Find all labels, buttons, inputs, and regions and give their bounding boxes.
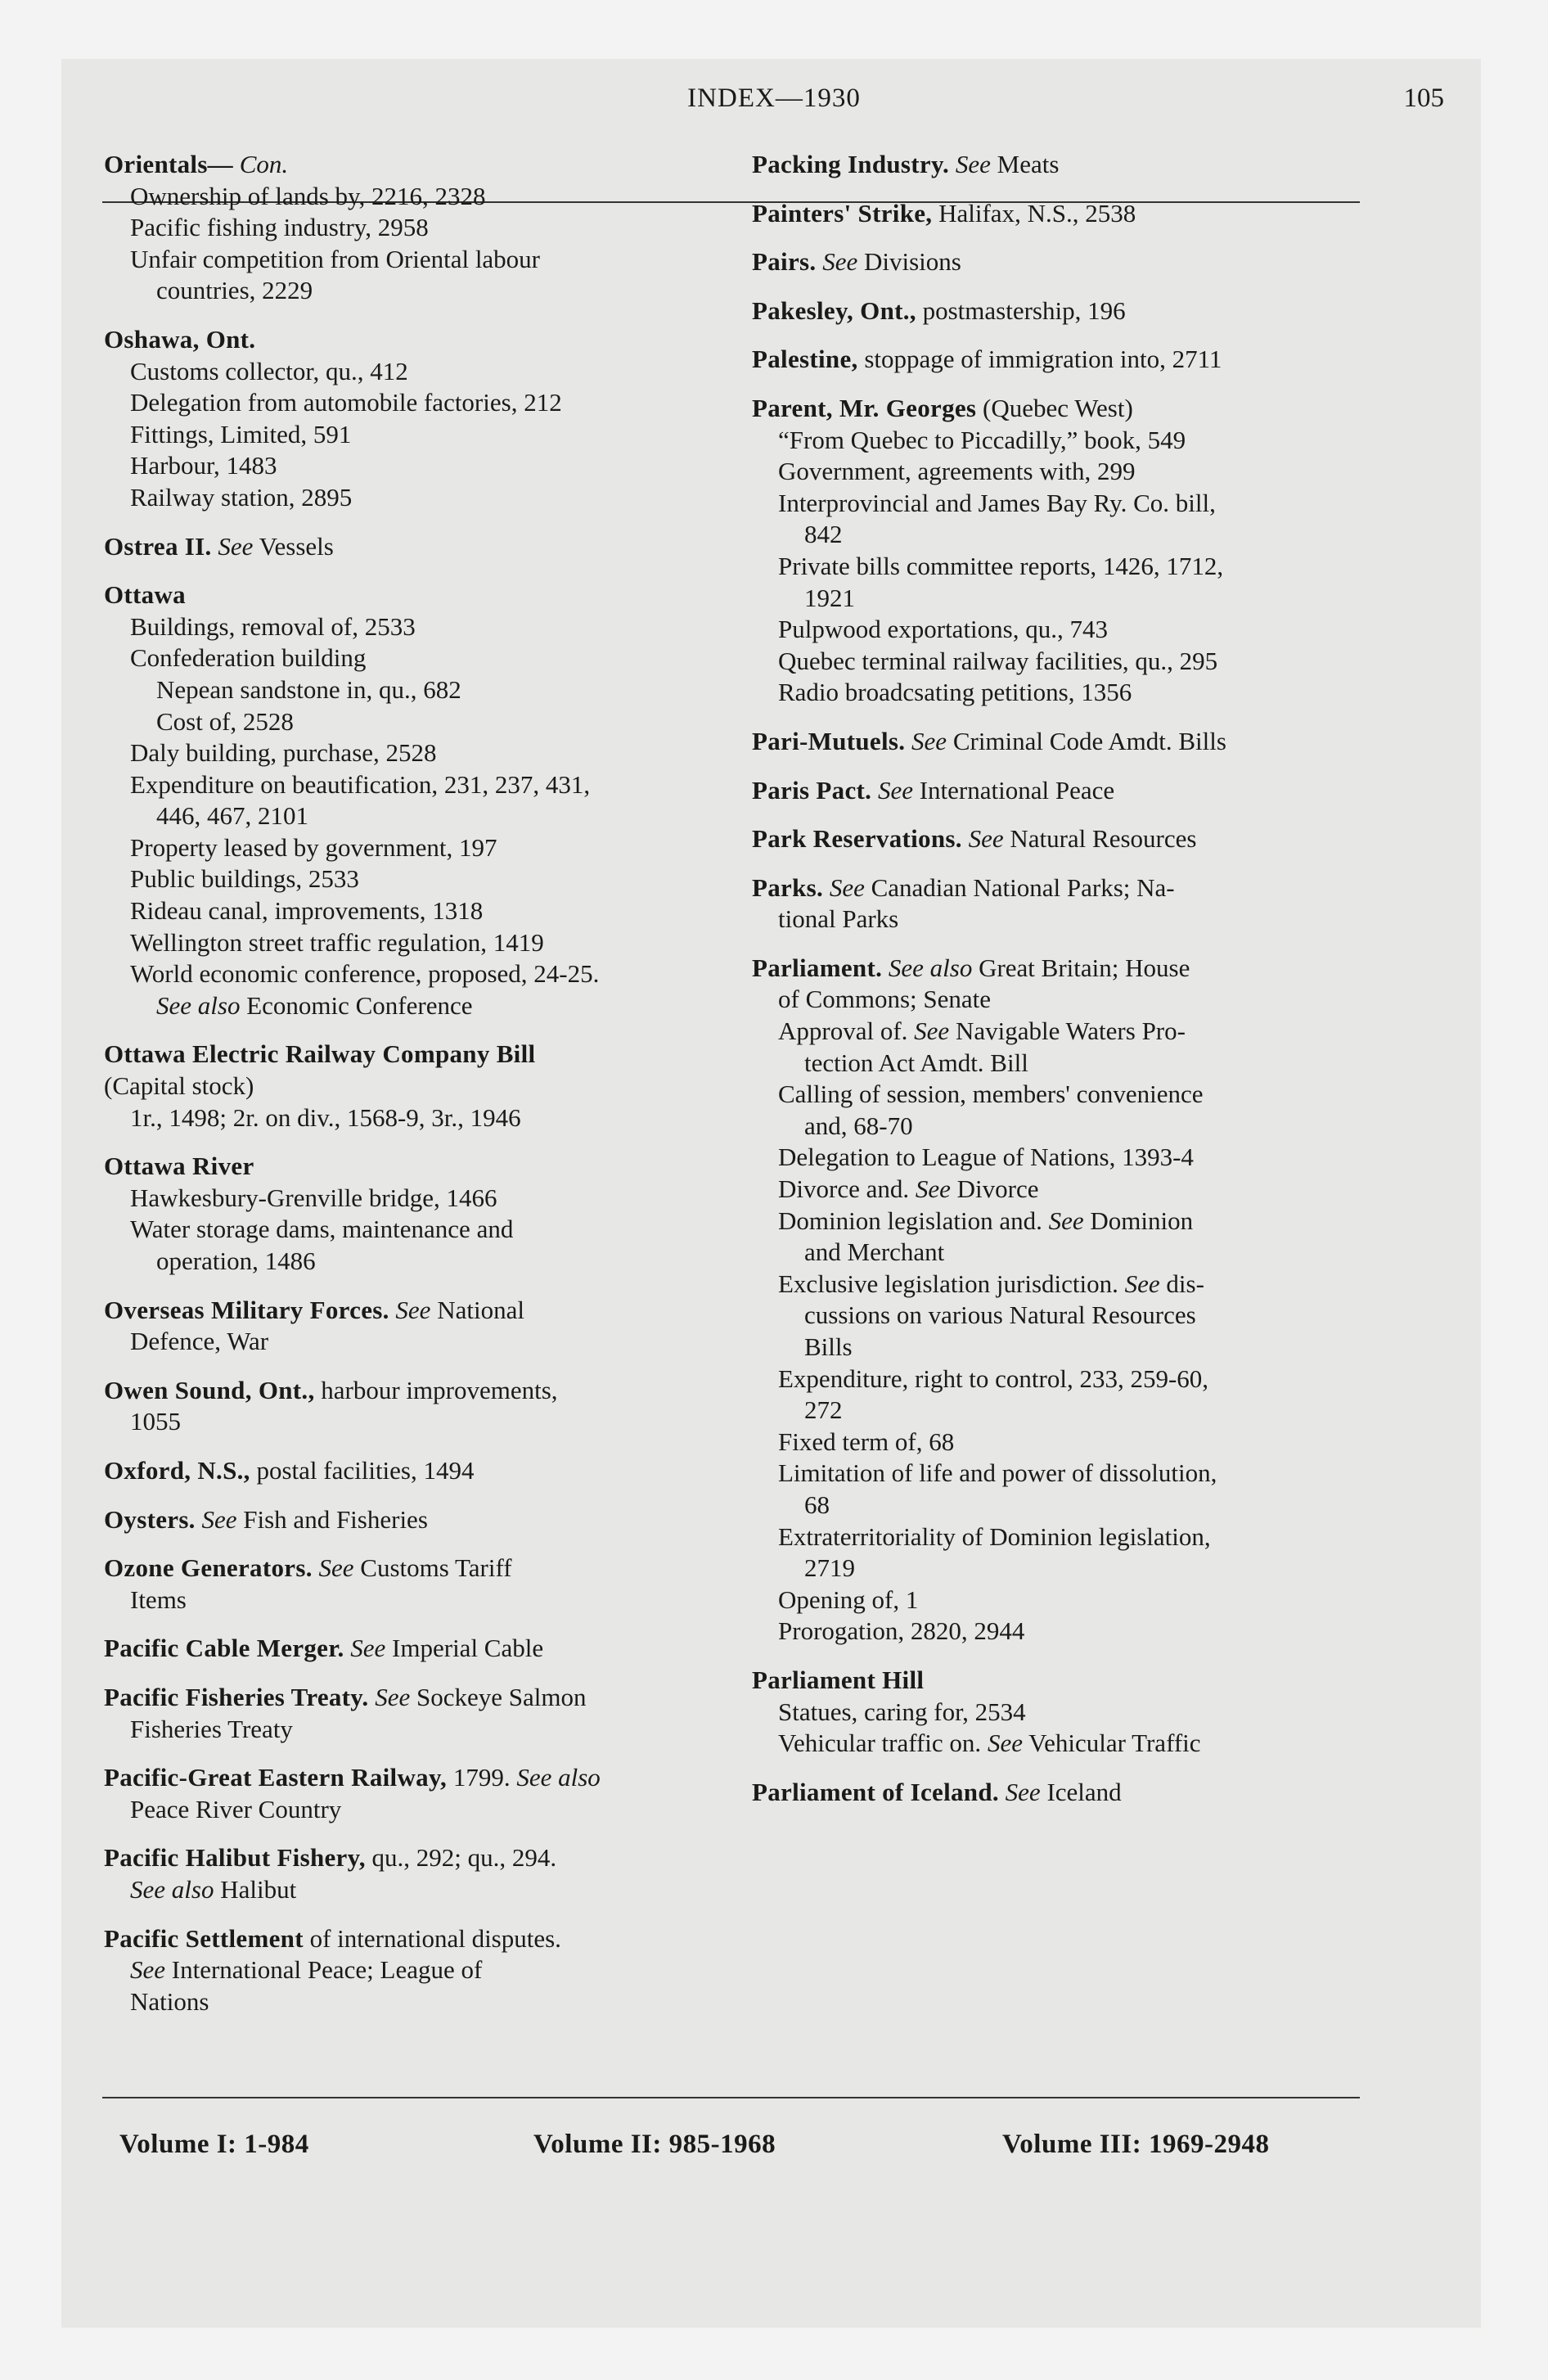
entry-term: Overseas Military Forces. bbox=[104, 1295, 389, 1324]
entry-term: Ozone Generators. bbox=[104, 1553, 313, 1583]
entry-term: Oysters. bbox=[104, 1504, 196, 1534]
entry-text: National bbox=[437, 1295, 524, 1324]
sub-entry bbox=[752, 1364, 1359, 1395]
sub-entry-text: Dominion bbox=[1090, 1206, 1194, 1235]
entry-term: Packing Industry. bbox=[752, 150, 950, 178]
sub-entry-continuation bbox=[104, 275, 716, 307]
sub-entry-continuation bbox=[104, 1246, 716, 1278]
entry-term: Parent, Mr. Georges bbox=[752, 393, 977, 422]
sub-entry-text: Unfair competition from Oriental labour bbox=[130, 244, 541, 273]
sub-entry-text: Expenditure on beautification, 231, 237, 431, bbox=[130, 769, 591, 799]
entry-continuation bbox=[104, 1406, 716, 1438]
sub-entry bbox=[752, 1697, 1359, 1729]
sub-entry-text: Fixed term of, 68 bbox=[778, 1427, 955, 1456]
see-reference: See bbox=[1124, 1269, 1160, 1298]
sub-entry bbox=[104, 1183, 716, 1215]
index-entry bbox=[104, 1151, 716, 1277]
sub-entry bbox=[104, 1102, 716, 1134]
sub-entry bbox=[104, 419, 716, 451]
sub-entry bbox=[104, 674, 716, 706]
sub-entry bbox=[752, 1427, 1359, 1458]
sub-entry-continuation bbox=[752, 1332, 1359, 1364]
see-reference: See bbox=[987, 1729, 1023, 1758]
entry-heading-line bbox=[752, 295, 1359, 327]
index-entry bbox=[104, 1039, 716, 1134]
entry-text: Defence, War bbox=[130, 1327, 269, 1356]
entry-text: Peace River Country bbox=[130, 1794, 342, 1823]
entry-text: Halibut bbox=[220, 1874, 297, 1904]
see-reference: See bbox=[218, 531, 254, 561]
entry-heading-line bbox=[752, 344, 1359, 376]
sub-entry-continuation bbox=[752, 519, 1359, 551]
sub-entry-text: Water storage dams, maintenance and bbox=[130, 1215, 514, 1244]
entry-term: Parliament. bbox=[752, 953, 883, 982]
sub-entry-text: Divorce bbox=[956, 1174, 1039, 1204]
index-entry bbox=[104, 1455, 716, 1487]
sub-entry-text: 842 bbox=[804, 520, 843, 549]
entry-heading-line bbox=[104, 1633, 716, 1665]
sub-entry bbox=[104, 244, 716, 276]
sub-entry-text: Private bills committee reports, 1426, 1712, bbox=[778, 551, 1224, 580]
sub-entry-text: Approval of. bbox=[778, 1016, 908, 1046]
sub-entry-text: and, 68-70 bbox=[804, 1111, 913, 1140]
sub-entry bbox=[104, 706, 716, 738]
entry-heading-line bbox=[752, 393, 1359, 425]
sub-entry bbox=[104, 1071, 716, 1102]
entry-text: Fish and Fisheries bbox=[243, 1504, 428, 1534]
see-reference: See bbox=[955, 150, 991, 178]
index-entry bbox=[752, 149, 1359, 181]
entry-text: postal facilities, 1494 bbox=[256, 1455, 475, 1485]
entry-text: Meats bbox=[997, 150, 1060, 178]
entry-term: Parliament Hill bbox=[752, 1665, 925, 1694]
entry-term: Pakesley, Ont., bbox=[752, 295, 916, 325]
sub-entry-text: Extraterritoriality of Dominion legislation, bbox=[778, 1521, 1211, 1551]
entry-heading-line bbox=[104, 324, 716, 356]
entry-text: postmastership, 196 bbox=[922, 295, 1126, 325]
entry-heading-line bbox=[752, 872, 1359, 904]
sub-entry-text: Expenditure, right to control, 233, 259-60, bbox=[778, 1364, 1209, 1393]
sub-entry-text: Divorce and. bbox=[778, 1174, 910, 1204]
index-entry bbox=[104, 1923, 716, 2018]
entry-heading-line bbox=[752, 246, 1359, 278]
entry-heading-line bbox=[752, 823, 1359, 855]
entry-heading-line bbox=[104, 1039, 716, 1071]
entry-text: Iceland bbox=[1046, 1777, 1122, 1806]
see-reference: See bbox=[395, 1295, 431, 1324]
sub-entry bbox=[104, 832, 716, 864]
sub-entry bbox=[752, 488, 1359, 520]
entry-text: Divisions bbox=[863, 247, 961, 277]
entry-text: Items bbox=[130, 1584, 187, 1614]
see-reference: See bbox=[130, 1955, 166, 1985]
sub-entry-text: Navigable Waters Pro- bbox=[955, 1016, 1186, 1046]
see-reference: See bbox=[318, 1553, 354, 1583]
entry-term: Paris Pact. bbox=[752, 775, 872, 805]
entry-term: Pacific Cable Merger. bbox=[104, 1634, 344, 1663]
sub-entry bbox=[752, 614, 1359, 646]
see-reference: See bbox=[911, 726, 947, 755]
index-entry bbox=[104, 1375, 716, 1438]
entry-heading-line bbox=[752, 726, 1359, 758]
entry-heading-line bbox=[104, 1553, 716, 1584]
see-reference: See also bbox=[888, 953, 973, 982]
sub-entry-text: Rideau canal, improvements, 1318 bbox=[130, 896, 484, 926]
sub-entry-continuation bbox=[752, 1048, 1359, 1080]
index-entry bbox=[752, 1665, 1359, 1760]
sub-entry bbox=[752, 1458, 1359, 1490]
sub-entry bbox=[752, 1079, 1359, 1111]
sub-entry bbox=[104, 895, 716, 927]
entry-text: Great Britain; House bbox=[979, 953, 1190, 982]
index-entry bbox=[104, 1504, 716, 1536]
entry-term: Pacific-Great Eastern Railway, bbox=[104, 1763, 448, 1792]
sub-entry-text: (Capital stock) bbox=[104, 1071, 254, 1101]
see-reference: See bbox=[829, 872, 865, 902]
entry-text: International Peace bbox=[919, 775, 1115, 805]
entry-heading-line bbox=[104, 579, 716, 611]
sub-entry bbox=[752, 1584, 1359, 1616]
sub-entry bbox=[104, 927, 716, 959]
sub-entry-text: Vehicular Traffic bbox=[1028, 1729, 1201, 1758]
sub-entry bbox=[104, 356, 716, 388]
sub-entry-text: 1921 bbox=[804, 583, 855, 612]
index-entry bbox=[104, 1762, 716, 1825]
entry-text: Canadian National Parks; Na- bbox=[871, 872, 1175, 902]
entry-heading-line bbox=[752, 1665, 1359, 1697]
sub-entry-text: Wellington street traffic regulation, 1419 bbox=[130, 927, 544, 957]
sub-entry-text: Hawkesbury-Grenville bridge, 1466 bbox=[130, 1183, 497, 1212]
see-reference: See bbox=[915, 1174, 951, 1204]
entry-continuation bbox=[104, 1954, 716, 1986]
sub-entry-continuation bbox=[752, 1111, 1359, 1143]
sub-entry-text: World economic conference, proposed, 24-25. bbox=[130, 959, 600, 989]
page-number: 105 bbox=[1403, 83, 1444, 113]
entry-term: Ottawa bbox=[104, 580, 186, 610]
sub-entry-text: Bills bbox=[804, 1332, 853, 1361]
entry-continuation bbox=[104, 1874, 716, 1906]
entry-term: Parks. bbox=[752, 872, 824, 902]
sub-entry bbox=[104, 450, 716, 482]
index-entry bbox=[752, 295, 1359, 327]
sub-entry-text: Quebec terminal railway facilities, qu., 295 bbox=[778, 646, 1218, 675]
index-entry bbox=[104, 1295, 716, 1358]
index-entry bbox=[104, 324, 716, 514]
sub-entry-text: dis- bbox=[1166, 1269, 1204, 1298]
index-entry bbox=[752, 872, 1359, 935]
entry-heading-line bbox=[104, 1504, 716, 1536]
index-entry bbox=[752, 246, 1359, 278]
entry-heading-line bbox=[104, 531, 716, 563]
entry-text: Fisheries Treaty bbox=[130, 1714, 293, 1743]
sub-entry bbox=[104, 1214, 716, 1246]
sub-entry-continuation bbox=[104, 990, 716, 1022]
entry-text: Nations bbox=[130, 1986, 209, 2016]
entry-term: Pairs. bbox=[752, 247, 817, 277]
sub-entry bbox=[752, 1174, 1359, 1206]
entry-term: Pacific Settlement bbox=[104, 1923, 304, 1953]
sub-entry-continuation bbox=[752, 1237, 1359, 1269]
entry-heading-line bbox=[104, 1762, 716, 1794]
sub-entry-text: operation, 1486 bbox=[156, 1246, 316, 1275]
index-entry bbox=[752, 198, 1359, 230]
sub-entry-text: countries, 2229 bbox=[156, 276, 313, 305]
sub-entry-text: Fittings, Limited, 591 bbox=[130, 419, 352, 449]
sub-entry-text: Interprovincial and James Bay Ry. Co. bill, bbox=[778, 488, 1216, 517]
sub-entry-text: Prorogation, 2820, 2944 bbox=[778, 1616, 1025, 1646]
entry-term: Pacific Halibut Fishery, bbox=[104, 1843, 366, 1873]
sub-entry-continuation bbox=[752, 583, 1359, 615]
sub-entry-text: Cost of, 2528 bbox=[156, 706, 294, 736]
sub-entry-text: Vehicular traffic on. bbox=[778, 1729, 982, 1758]
sub-entry-text: 68 bbox=[804, 1490, 830, 1519]
index-entry bbox=[752, 393, 1359, 709]
entry-heading-line bbox=[752, 1777, 1359, 1809]
entry-term: Owen Sound, Ont., bbox=[104, 1375, 315, 1404]
see-reference: See bbox=[822, 247, 858, 277]
index-entry bbox=[752, 953, 1359, 1648]
sub-entry bbox=[752, 1142, 1359, 1174]
sub-entry-text: cussions on various Natural Resources bbox=[804, 1300, 1196, 1330]
entry-term: Oshawa, Ont. bbox=[104, 324, 256, 354]
entry-heading-line bbox=[104, 1295, 716, 1327]
sub-entry bbox=[104, 212, 716, 244]
entry-text: 1799. bbox=[452, 1763, 511, 1792]
volume-2-range: Volume II: 985-1968 bbox=[533, 2130, 776, 2159]
running-title: INDEX—1930 bbox=[687, 83, 861, 113]
entry-term: Painters' Strike, bbox=[752, 198, 933, 228]
sub-entry-continuation bbox=[104, 800, 716, 832]
entry-term: Oxford, N.S., bbox=[104, 1455, 250, 1485]
entry-text: International Peace; League of bbox=[171, 1955, 483, 1985]
sub-entry bbox=[752, 1521, 1359, 1553]
entry-heading-line bbox=[104, 1375, 716, 1407]
sub-entry bbox=[752, 646, 1359, 678]
see-reference: See also bbox=[516, 1763, 601, 1792]
entry-heading-line bbox=[104, 149, 716, 181]
sub-entry-text: Nepean sandstone in, qu., 682 bbox=[156, 674, 461, 704]
sub-entry-text: Government, agreements with, 299 bbox=[778, 457, 1136, 486]
sub-entry-text: Ownership of lands by, 2216, 2328 bbox=[130, 181, 486, 210]
entry-term: Ostrea II. bbox=[104, 531, 212, 561]
entry-text: harbour improvements, bbox=[321, 1375, 558, 1404]
sub-entry bbox=[752, 1206, 1359, 1237]
sub-entry bbox=[104, 611, 716, 643]
sub-entry bbox=[104, 769, 716, 801]
entry-term: Parliament of Iceland. bbox=[752, 1777, 999, 1806]
index-entry bbox=[752, 775, 1359, 807]
see-reference: See bbox=[1048, 1206, 1084, 1235]
see-reference: See also bbox=[130, 1874, 214, 1904]
entry-term: Ottawa River bbox=[104, 1152, 254, 1181]
sub-entry-text: Buildings, removal of, 2533 bbox=[130, 611, 416, 641]
sub-entry-text: Customs collector, qu., 412 bbox=[130, 356, 408, 385]
index-entry bbox=[104, 579, 716, 1021]
sub-entry-text: Delegation to League of Nations, 1393-4 bbox=[778, 1143, 1194, 1172]
sub-entry-text: 272 bbox=[804, 1395, 843, 1425]
entry-heading-line bbox=[752, 198, 1359, 230]
entry-continuation bbox=[104, 1794, 716, 1826]
entry-text: Natural Resources bbox=[1010, 824, 1197, 854]
sub-entry-continuation bbox=[752, 1490, 1359, 1521]
entry-term: Ottawa Electric Railway Company Bill bbox=[104, 1039, 536, 1069]
see-reference: See bbox=[877, 775, 913, 805]
sub-entry-text: Statues, caring for, 2534 bbox=[778, 1697, 1026, 1726]
see-reference: See bbox=[914, 1016, 950, 1046]
entry-text: Imperial Cable bbox=[392, 1634, 544, 1663]
sub-entry bbox=[752, 456, 1359, 488]
index-entry bbox=[752, 726, 1359, 758]
sub-entry bbox=[752, 1016, 1359, 1048]
sub-entry-text: tection Act Amdt. Bill bbox=[804, 1048, 1028, 1077]
sub-entry-text: and Merchant bbox=[804, 1237, 945, 1267]
sub-entry-text: “From Quebec to Piccadilly,” book, 549 bbox=[778, 425, 1186, 454]
volume-3-range: Volume III: 1969-2948 bbox=[1002, 2130, 1270, 2159]
entry-text: stoppage of immigration into, 2711 bbox=[864, 345, 1222, 374]
sub-entry bbox=[104, 482, 716, 514]
entry-term: Pacific Fisheries Treaty. bbox=[104, 1682, 369, 1711]
sub-entry bbox=[104, 387, 716, 419]
sub-entry-text: Public buildings, 2533 bbox=[130, 864, 359, 894]
entry-text: tional Parks bbox=[778, 904, 899, 934]
entry-heading-line bbox=[752, 775, 1359, 807]
sub-entry bbox=[104, 181, 716, 213]
entry-heading-line bbox=[752, 149, 1359, 181]
entry-heading-line bbox=[104, 1455, 716, 1487]
entry-continuation bbox=[752, 984, 1359, 1016]
entry-term: Palestine, bbox=[752, 345, 858, 374]
sub-entry-text: Exclusive legislation jurisdiction. bbox=[778, 1269, 1118, 1298]
sub-entry bbox=[752, 677, 1359, 709]
see-reference: Con. bbox=[239, 150, 289, 178]
entry-continuation bbox=[104, 1326, 716, 1358]
sub-entry-text: Delegation from automobile factories, 212 bbox=[130, 388, 562, 417]
sub-entry-text: Railway station, 2895 bbox=[130, 482, 353, 512]
entry-continuation bbox=[752, 904, 1359, 935]
see-reference: See bbox=[1005, 1777, 1041, 1806]
index-entry bbox=[752, 823, 1359, 855]
entry-text: Customs Tariff bbox=[360, 1553, 512, 1583]
sub-entry-text: Daly building, purchase, 2528 bbox=[130, 738, 437, 768]
index-entry bbox=[752, 344, 1359, 376]
page-header bbox=[104, 83, 1444, 116]
see-reference: See bbox=[350, 1634, 386, 1663]
index-entry bbox=[104, 149, 716, 307]
sub-entry bbox=[104, 642, 716, 674]
index-column-right bbox=[752, 149, 1359, 1825]
sub-entry-text: Limitation of life and power of dissolution, bbox=[778, 1458, 1217, 1488]
footer-rule bbox=[102, 2097, 1360, 2098]
sub-entry-continuation bbox=[752, 1553, 1359, 1584]
entry-text: 1055 bbox=[130, 1407, 181, 1436]
see-reference: See also bbox=[156, 990, 241, 1020]
volume-1-range: Volume I: 1-984 bbox=[119, 2130, 309, 2159]
entry-text: Halifax, N.S., 2538 bbox=[938, 198, 1136, 228]
entry-continuation bbox=[104, 1584, 716, 1616]
sub-entry-text: Opening of, 1 bbox=[778, 1584, 919, 1614]
sub-entry bbox=[104, 958, 716, 990]
entry-term: Park Reservations. bbox=[752, 824, 962, 854]
see-reference: See bbox=[375, 1682, 411, 1711]
sub-entry-text: Confederation building bbox=[130, 643, 367, 673]
index-entry bbox=[752, 1777, 1359, 1809]
sub-entry-text: 446, 467, 2101 bbox=[156, 801, 308, 831]
entry-heading-line bbox=[104, 1682, 716, 1714]
sub-entry-text: Dominion legislation and. bbox=[778, 1206, 1042, 1235]
sub-entry bbox=[752, 1269, 1359, 1300]
entry-heading-line bbox=[104, 1923, 716, 1955]
sub-entry bbox=[104, 863, 716, 895]
entry-continuation bbox=[104, 1986, 716, 2018]
sub-entry-text: Calling of session, members' convenience bbox=[778, 1080, 1204, 1109]
sub-entry bbox=[104, 737, 716, 769]
see-reference: See bbox=[968, 824, 1004, 854]
entry-text: Vessels bbox=[259, 531, 334, 561]
sub-entry-text: Harbour, 1483 bbox=[130, 451, 277, 480]
sub-entry-text: 2719 bbox=[804, 1553, 855, 1583]
index-entry bbox=[104, 1842, 716, 1905]
entry-text: Sockeye Salmon bbox=[416, 1682, 587, 1711]
sub-entry-text: Radio broadcsating petitions, 1356 bbox=[778, 678, 1132, 707]
sub-entry-text: 1r., 1498; 2r. on div., 1568-9, 3r., 1946 bbox=[130, 1102, 521, 1132]
index-entry bbox=[104, 1682, 716, 1745]
sub-entry bbox=[752, 551, 1359, 583]
entry-continuation bbox=[104, 1714, 716, 1746]
see-reference: See bbox=[201, 1504, 237, 1534]
index-column-left bbox=[104, 149, 716, 2035]
entry-text: of Commons; Senate bbox=[778, 985, 992, 1014]
sub-entry-text: Economic Conference bbox=[246, 990, 473, 1020]
sub-entry bbox=[752, 425, 1359, 457]
index-entry bbox=[104, 1553, 716, 1616]
entry-text: Criminal Code Amdt. Bills bbox=[952, 726, 1226, 755]
entry-term: Pari-Mutuels. bbox=[752, 726, 906, 755]
index-entry bbox=[104, 531, 716, 563]
sub-entry-text: Pulpwood exportations, qu., 743 bbox=[778, 615, 1108, 644]
entry-heading-line bbox=[104, 1151, 716, 1183]
sub-entry bbox=[752, 1616, 1359, 1648]
sub-entry bbox=[752, 1728, 1359, 1760]
entry-heading-line bbox=[752, 953, 1359, 985]
sub-entry-continuation bbox=[752, 1300, 1359, 1332]
entry-heading-line bbox=[104, 1842, 716, 1874]
entry-text: (Quebec West) bbox=[983, 393, 1133, 422]
sub-entry-text: Property leased by government, 197 bbox=[130, 832, 497, 862]
index-entry bbox=[104, 1633, 716, 1665]
sub-entry-text: Pacific fishing industry, 2958 bbox=[130, 213, 429, 242]
entry-text: of international disputes. bbox=[309, 1923, 561, 1953]
entry-text: qu., 292; qu., 294. bbox=[371, 1843, 557, 1873]
sub-entry-continuation bbox=[752, 1395, 1359, 1427]
entry-term: Orientals— bbox=[104, 150, 233, 178]
